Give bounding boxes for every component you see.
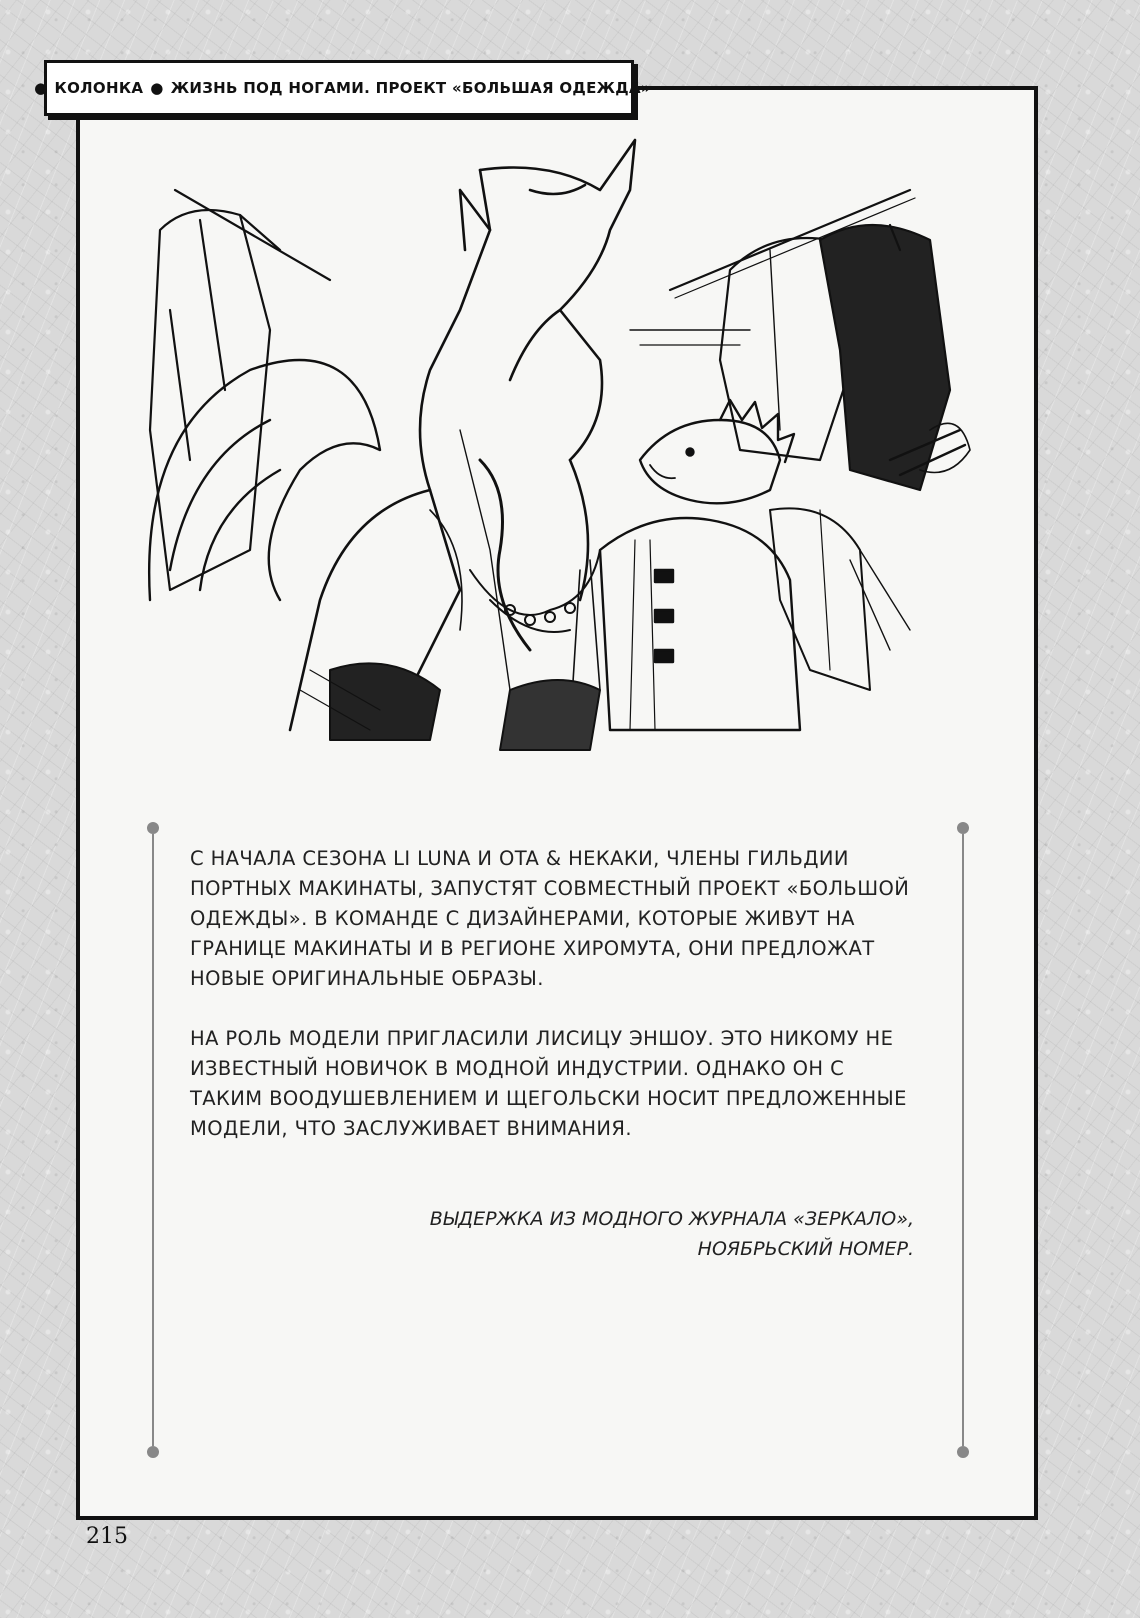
bullet-icon: ● [34, 79, 48, 97]
article-paragraph-1: С НАЧАЛА СЕЗОНА LI LUNA И OTA & НЕКАКИ, ЧЛЕНЫ ГИЛЬДИИ ПОРТНЫХ МАКИНАТЫ, ЗАПУСТЯТ СОВМЕСТНЫЙ ПРОЕКТ «БОЛЬШОЙ ОДЕЖДЫ». В КОМАНДЕ С ДИЗАЙНЕРАМИ, КОТОРЫЕ ЖИВУТ НА ГРАНИЦЕ МАКИНАТЫ И В РЕГИОНЕ ХИРОМУТА, ОНИ ПРЕДЛОЖАТ НОВЫЕ ОРИГИНАЛЬНЫЕ ОБРАЗЫ. [190, 847, 910, 990]
article-paragraph-2: НА РОЛЬ МОДЕЛИ ПРИГЛАСИЛИ ЛИСИЦУ ЭНШОУ. ЭТО НИКОМУ НЕ ИЗВЕСТНЫЙ НОВИЧОК В МОДНОЙ ИНДУСТРИИ. ОДНАКО ОН С ТАКИМ ВООДУШЕВЛЕНИЕМ И ЩЕГОЛЬСКИ НОСИТ ПРЕДЛОЖЕННЫЕ МОДЕЛИ, ЧТО ЗАСЛУЖИВАЕТ ВНИМАНИЯ. [190, 1027, 907, 1140]
column-section-label: КОЛОНКА [54, 79, 144, 97]
bullet-icon: ● [150, 79, 164, 97]
left-bracket-ornament [146, 820, 160, 1460]
hanging-coat-left [150, 190, 330, 590]
source-credit [354, 1204, 914, 1264]
column-title: ЖИЗНЬ ПОД НОГАМИ. ПРОЕКТ «БОЛЬШАЯ ОДЕЖДА» [170, 79, 651, 97]
chain-necklace [470, 550, 600, 632]
wolf-figure [290, 140, 635, 730]
right-bracket-ornament [956, 820, 970, 1460]
credit-line-1: ВЫДЕРЖКА ИЗ МОДНОГО ЖУРНАЛА «ЗЕРКАЛО», [429, 1208, 914, 1230]
column-header [34, 60, 651, 116]
credit-line-2: НОЯБРЬСКИЙ НОМЕР. [697, 1238, 914, 1260]
article-box [146, 820, 970, 1460]
page-number: 215 [86, 1524, 128, 1549]
hedgehog-figure [570, 400, 800, 730]
hanging-jacket-right [720, 225, 970, 490]
fashion-illustration [130, 130, 990, 760]
lower-shading [300, 663, 600, 750]
